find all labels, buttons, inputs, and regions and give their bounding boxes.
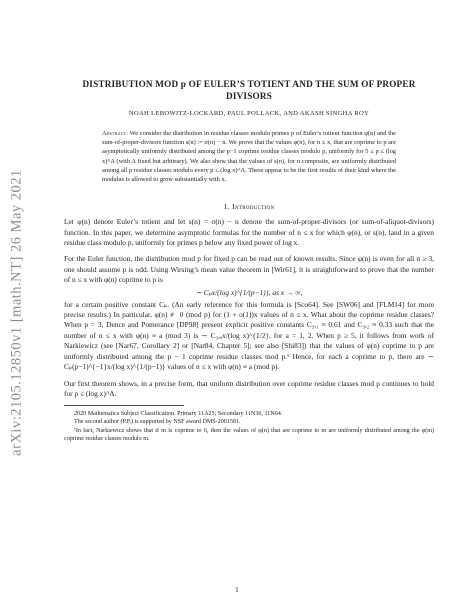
arxiv-identifier-stamp: arXiv:2105.12850v1 [math.NT] 26 May 2021 <box>8 169 25 456</box>
footnotes <box>64 405 434 443</box>
page-content <box>64 78 434 444</box>
abstract-text: We consider the distribution in residue classes modulo primes p of Euler’s totient function φ(n) and the sum-of-proper-divisors function s(n) := σ(n) − n. We prove that the values φ(n), for n ≤ x, that are coprime to p are asymptotically uniformly distributed among the p−1 coprime residue classes modulo p, uniformly for 5 ≤ p ≤ (log x)^A (with A fixed but arbitrary). We also show that the values of s(n), for n composite, are uniformly distributed among all p residue classes modulo every p ≤ (log x)^A. These appear to be the first results of their kind where the modulus is allowed to grow substantially with x. <box>102 130 396 184</box>
display-formula: ∼ Cₚx/(log x)^{1/(p−1)}, as x → ∞, <box>195 287 303 297</box>
page-number: 1 <box>235 587 239 594</box>
intro-paragraph-2: For the Euler function, the distribution mod p for fixed p can be read out of known results. Since φ(n) is even for all n ≥ 3, one should assume p is odd. Using Wirsing’s mean value theorem in [Wir61], it is straightforward to prove that the number of n ≤ x with φ(n) coprime to p is <box>64 254 434 285</box>
intro-paragraph-1: Let φ(n) denote Euler’s totient and let s(n) = σ(n) − n denote the sum-of-proper-divisors (or sum-of-aliquot-divisors) function. In this paper, we determine asymptotic formulas for the number of n ≤ x for which φ(n), or s(n), land in a given residue class modulo p, uniformly for primes p below any fixed power of log x. <box>64 217 434 248</box>
abstract-label: Abstract. <box>102 130 129 137</box>
paper-title: DISTRIBUTION MOD p OF EULER’S TOTIENT AND THE SUM OF PROPER DIVISORS <box>82 79 416 101</box>
footnote-msc: 2020 Mathematics Subject Classification. Primary 11A25; Secondary 11N36, 11N64. <box>74 410 283 417</box>
section-heading-introduction: 1. Introduction <box>223 202 275 212</box>
footnote-grant: The second author (P.P.) is supported by NSF award DMS-2001581. <box>74 419 241 426</box>
footnote-divider <box>64 405 184 406</box>
intro-paragraph-3: for a certain positive constant Cₚ. (An early reference for this formula is [Sco64]. See [SW06] and [FLM14] for more precise results.) In particular, φ(n) ≢ 0 (mod p) for (1 + o(1))x values of n ≤ x. What about the coprime residue classes? When p = 3, Dence and Pomerance [DP98] present explicit positive constants C₃,₁ ≈ 0.61 and C₃,₂ ≈ 0.33 such that the number of n ≤ x with φ(n) ≡ a (mod 3) is ∼ C₃,ₐx/(log x)^{1/2}, for a = 1, 2. When p ≥ 5, it follows from work of Narkiewicz (see [Nar67, Corollary 2] or [Nar84, Chapter 5]; see also [Shi83]) that the values of φ(n) coprime to p are uniformly distributed among the p − 1 coprime residue classes mod p.¹ Hence, for each a coprime to p, there are ∼ Cₚ(p−1)^{−1}x/(log x)^{1/(p−1)} values of n ≤ x with φ(n) ≡ a (mod p). <box>64 299 434 372</box>
abstract <box>102 129 396 184</box>
footnote-1: ¹In fact, Narkiewicz shows that if m is coprime to 6, then the values of φ(n) that are coprime to m are uniformly distributed among the φ(m) coprime residue classes modulo m. <box>64 427 434 443</box>
paper-authors: NOAH LEBOWITZ-LOCKARD, PAUL POLLACK, AND AKASH SINGHA ROY <box>128 110 370 117</box>
intro-paragraph-4: Our first theorem shows, in a precise form, that uniform distribution over coprime residue classes mod p continues to hold for p ≤ (log x)^A. <box>64 378 434 398</box>
